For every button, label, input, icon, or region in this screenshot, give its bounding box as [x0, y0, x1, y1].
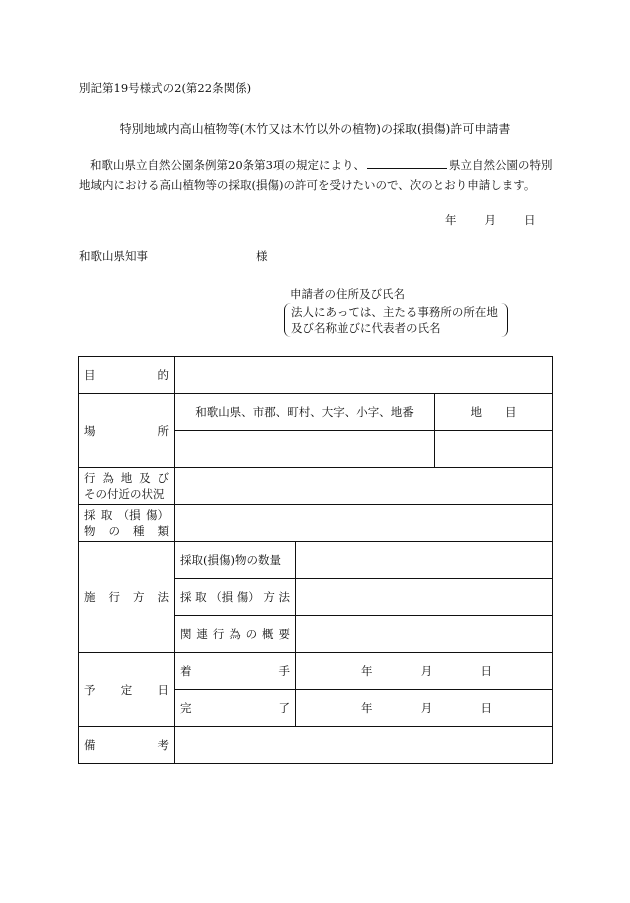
document-title: 特別地域内高山植物等(木竹又は木竹以外の植物)の採取(損傷)許可申請書: [119, 122, 511, 136]
label-method: 施 行 方 法: [79, 542, 175, 653]
label-start: 着 手: [175, 653, 296, 690]
location-address-header: 和歌山県、市郡、町村、大字、小字、地番: [175, 394, 435, 431]
row-site-status: [79, 468, 553, 505]
land-category-field[interactable]: [435, 431, 553, 468]
row-location-1: [79, 394, 553, 431]
applicant-note-line-1: 法人にあっては、主たる事務所の所在地: [291, 305, 498, 319]
method-way-field[interactable]: [296, 579, 553, 616]
remarks-field[interactable]: [175, 727, 553, 764]
label-purpose: 目 的: [79, 357, 175, 394]
end-date-field[interactable]: 年 月 日: [296, 690, 553, 727]
month-label: 月: [484, 213, 496, 227]
applicant-note: [284, 303, 508, 337]
intro-text-after: 県立自然公園の特別: [448, 158, 553, 172]
row-schedule-start: [79, 653, 553, 690]
location-address-field[interactable]: [175, 431, 435, 468]
label-method-way: 採 取 （損 傷） 方 法: [175, 579, 296, 616]
park-name-field[interactable]: [367, 156, 447, 169]
row-remarks: [79, 727, 553, 764]
label-method-related: 関 連 行 為 の 概 要: [175, 616, 296, 653]
label-end: 完 了: [175, 690, 296, 727]
species-field[interactable]: [175, 505, 553, 542]
application-date: [445, 212, 536, 228]
label-species: 採 取 （損 傷） 物 の 種 類: [79, 505, 175, 542]
applicant-label: 申請者の住所及び氏名: [290, 287, 405, 301]
label-method-quantity: 採取(損傷)物の数量: [175, 542, 296, 579]
start-date-field[interactable]: 年 月 日: [296, 653, 553, 690]
label-schedule: 予 定 日: [79, 653, 175, 727]
intro-line-2: 地域内における高山植物等の採取(損傷)の許可を受けたいので、次のとおり申請します。: [79, 178, 536, 192]
addressee-name: 和歌山県知事: [79, 249, 148, 263]
day-label: 日: [524, 213, 536, 227]
row-species: [79, 505, 553, 542]
method-quantity-field[interactable]: [296, 542, 553, 579]
purpose-field[interactable]: [175, 357, 553, 394]
label-site-status: 行 為 地 及 び その付近の状況: [79, 468, 175, 505]
label-remarks: 備 考: [79, 727, 175, 764]
year-label: 年: [445, 213, 457, 227]
intro-text-before: 和歌山県立自然公園条例第20条第3項の規定により、: [90, 158, 365, 172]
intro-line-1: [90, 156, 552, 173]
label-location: 場 所: [79, 394, 175, 468]
land-category-header: 地 目: [435, 394, 553, 431]
site-status-field[interactable]: [175, 468, 553, 505]
row-method-quantity: [79, 542, 553, 579]
method-related-field[interactable]: [296, 616, 553, 653]
application-table: [78, 356, 553, 764]
row-purpose: [79, 357, 553, 394]
form-number: 別記第19号様式の2(第22条関係): [79, 81, 252, 95]
addressee-honorific: 様: [256, 249, 268, 263]
applicant-note-line-2: 及び名称並びに代表者の氏名: [291, 321, 441, 335]
